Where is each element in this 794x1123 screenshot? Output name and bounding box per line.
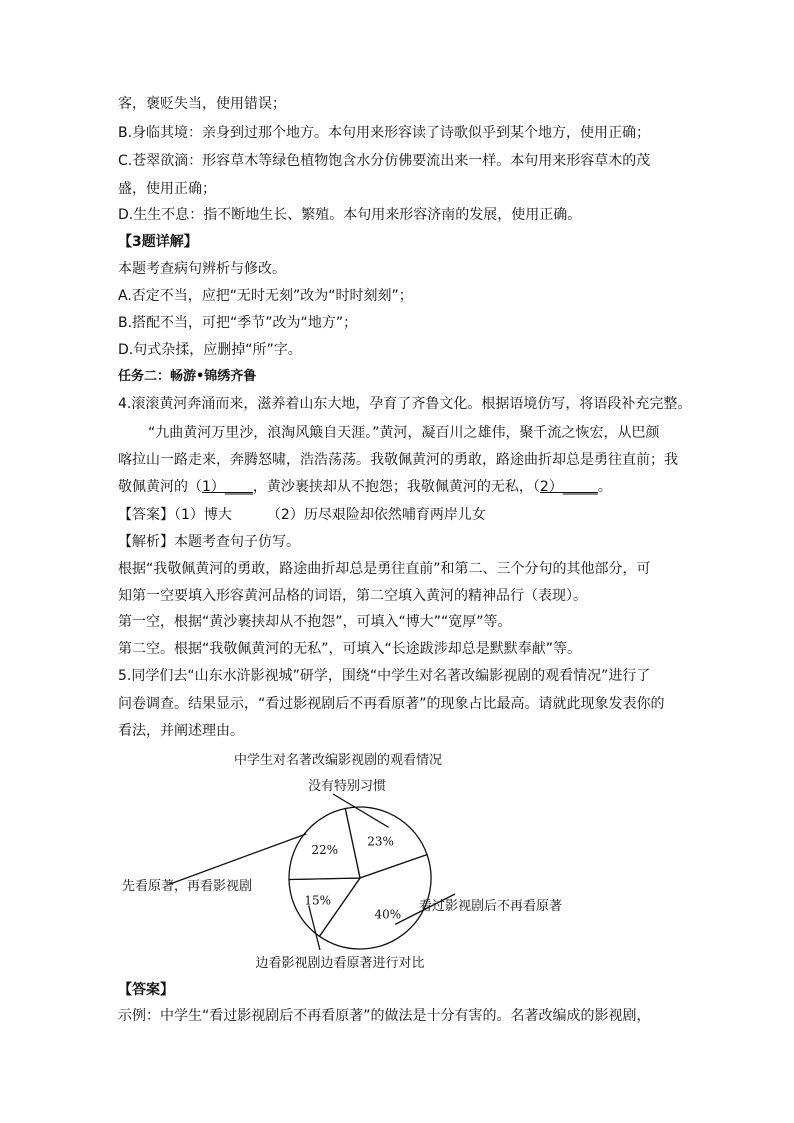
pie-category-label: 边看影视剧边看原著进行对比 <box>255 956 425 971</box>
text-line: 第一空，根据“黄沙裹挟却从不抱怨”，可填入“博大”“宽厚”等。 <box>118 614 512 630</box>
answer-line: 【答案】（1）博大 （2）历尽艰险却依然哺育两岸儿女 <box>118 507 486 523</box>
text-line: 本题考查病句辨析与修改。 <box>118 261 286 277</box>
text-line: B.搭配不当，可把“季节”改为“地方”； <box>118 315 358 331</box>
text-line: A.否定不当，应把“无时无刻”改为“时时刻刻”； <box>118 288 413 304</box>
text-line: 喀拉山一路走来，奔腾怒啸，浩浩荡荡。我敬佩黄河的勇敢，路途曲折却总是勇往直前；我 <box>118 452 678 468</box>
fill-blank-line <box>118 478 688 496</box>
text-line: 问卷调查。结果显示，“看过影视剧后不再看原著”的现象占比最高。请就此现象发表你的 <box>118 696 665 712</box>
text-segment: ，黄沙裹挟却从不抱怨；我敬佩黄河的无私，（ <box>252 479 540 495</box>
text-line: 看法，并阐述理由。 <box>118 723 244 739</box>
task-heading: 任务二：畅游•锦绣齐鲁 <box>118 369 257 384</box>
pie-value-label: 22% <box>311 843 339 858</box>
text-line: C.苍翠欲滴：形容草木等绿色植物饱含水分仿佛要流出来一样。本句用来形容草木的茂 <box>118 153 651 169</box>
pie-value-label: 23% <box>367 834 394 849</box>
text-segment: 。 <box>597 479 612 495</box>
text-line: D.句式杂揉，应删掉“所”字。 <box>118 342 302 358</box>
text-line: 根据“我敬佩黄河的勇敢，路途曲折却总是勇往直前”和第二、三个分句的其他部分，可 <box>118 561 651 577</box>
pie-value-label: 40% <box>374 907 402 922</box>
answer-heading: 【答案】 <box>118 982 174 998</box>
blank-1: 1）____ <box>202 479 253 495</box>
pie-chart <box>118 740 678 980</box>
text-line: 客，褒贬失当，使用错误； <box>118 96 286 112</box>
text-line: 示例：中学生“看过影视剧后不再看原著”的做法是十分有害的。名著改编成的影视剧， <box>118 1008 651 1024</box>
text-line: B.身临其境：亲身到过那个地方。本句用来形容读了诗歌似乎到某个地方，使用正确； <box>118 125 651 141</box>
text-line: “九曲黄河万里沙，浪淘风簸自天涯。”黄河，凝百川之雄伟，聚千流之恢宏，从巴颜 <box>148 425 660 441</box>
pie-value-label: 15% <box>304 893 332 908</box>
analysis-line: 【解析】本题考查句子仿写。 <box>118 534 300 550</box>
section-heading: 【3题详解】 <box>118 234 198 250</box>
text-line: 盛，使用正确； <box>118 181 216 197</box>
text-segment: 敬佩黄河的（ <box>118 479 202 495</box>
text-line: D.生生不息：指不断地生长、繁殖。本句用来形容济南的发展，使用正确。 <box>118 207 582 223</box>
pie-category-label: 没有特别习惯 <box>308 779 387 794</box>
text-line: 知第一空要填入形容黄河品格的词语，第二空填入黄河的精神品行（表现）。 <box>118 588 587 604</box>
pie-category-label: 看过影视剧后不再看原著 <box>419 899 563 914</box>
pie-slices <box>289 807 431 949</box>
question-5: 5.同学们去“山东水浒影视城”研学，围绕“中学生对名著改编影视剧的观看情况”进行了 <box>118 668 651 684</box>
leader-line <box>170 834 306 884</box>
question-4: 4.滚滚黄河奔涌而来，滋养着山东大地，孕育了齐鲁文化。根据语境仿写，将语段补充完整。 <box>118 396 692 412</box>
chart-title: 中学生对名著改编影视剧的观看情况 <box>233 753 443 768</box>
blank-2: 2）_____ <box>539 479 598 495</box>
text-line: 第二空。根据“我敬佩黄河的无私”，可填入“长途跋涉却总是默默奉献”等。 <box>118 641 582 657</box>
pie-category-label: 先看原著，再看影视剧 <box>122 879 253 894</box>
